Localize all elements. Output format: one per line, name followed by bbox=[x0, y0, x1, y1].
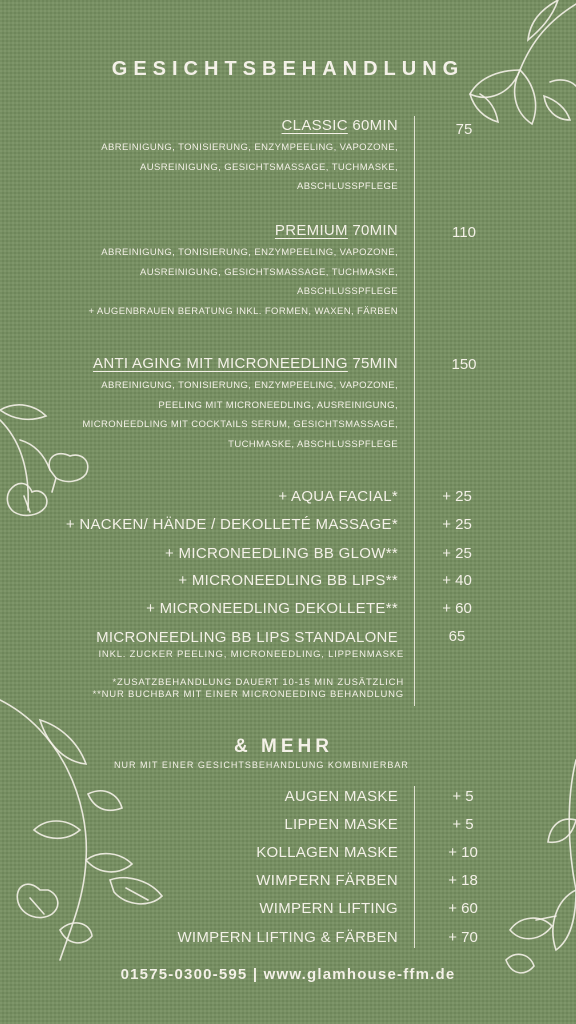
leaf-branch-bottom-left-icon bbox=[0, 690, 180, 960]
addon-label: WIMPERN LIFTING bbox=[259, 900, 398, 917]
addon-label: LIPPEN MASKE bbox=[284, 816, 398, 833]
addon-label: KOLLAGEN MASKE bbox=[256, 844, 398, 861]
extra-item-label: + NACKEN/ HÄNDE / DEKOLLETÉ MASSAGE* bbox=[65, 516, 398, 533]
footer-contact: 01575-0300-595 | www.glamhouse-ffm.de bbox=[120, 966, 456, 983]
description-line: + AUGENBRAUEN BERATUNG INKL. FORMEN, WAXEN, FÄRBEN bbox=[88, 305, 398, 317]
section-title-mehr: & MEHR bbox=[234, 736, 333, 757]
treatment-description bbox=[88, 243, 398, 321]
treatment-title bbox=[93, 355, 398, 372]
footnote: *ZUSATZBEHANDLUNG DAUERT 10-15 MIN ZUSÄTZLICH bbox=[112, 677, 404, 688]
description-line: ABREINIGUNG, TONISIERUNG, ENZYMPEELING, VAPOZONE, bbox=[101, 380, 398, 391]
treatment-name: CLASSIC bbox=[281, 117, 348, 134]
description-line: ABREINIGUNG, TONISIERUNG, ENZYMPEELING, VAPOZONE, bbox=[101, 247, 398, 258]
addon-label: WIMPERN FÄRBEN bbox=[256, 872, 398, 889]
section-subtitle-mehr: NUR MIT EINER GESICHTSBEHANDLUNG KOMBINIERBAR bbox=[114, 760, 409, 770]
treatment-title bbox=[275, 222, 398, 239]
treatment-title bbox=[282, 117, 398, 134]
standalone-subtitle: INKL. ZUCKER PEELING, MICRONEEDLING, LIPPENMASKE bbox=[98, 649, 404, 660]
extra-item-label: + MICRONEEDLING BB LIPS** bbox=[178, 572, 398, 589]
treatment-description bbox=[101, 138, 398, 197]
addon-price: + 10 bbox=[448, 844, 478, 861]
treatment-name: PREMIUM bbox=[274, 222, 348, 239]
extra-item-price: + 60 bbox=[442, 600, 472, 617]
treatment-duration: 75MIN bbox=[352, 355, 398, 372]
addon-price: + 60 bbox=[448, 900, 478, 917]
treatment-price: 75 bbox=[455, 121, 473, 138]
page-title: GESICHTSBEHANDLUNG bbox=[111, 58, 465, 80]
extra-item-price: + 40 bbox=[442, 572, 472, 589]
description-line: ABSCHLUSSPFLEGE bbox=[296, 181, 398, 192]
treatment-price: 150 bbox=[451, 356, 477, 373]
footnotes bbox=[93, 677, 404, 701]
description-line: AUSREINIGUNG, GESICHTSMASSAGE, TUCHMASKE, bbox=[140, 161, 398, 173]
extra-item-price: + 25 bbox=[442, 516, 472, 533]
addon-label: AUGEN MASKE bbox=[284, 788, 398, 805]
extra-item-price: + 25 bbox=[442, 545, 472, 562]
addon-price: + 5 bbox=[452, 788, 474, 805]
footnote: **NUR BUCHBAR MIT EINER MICRONEEDING BEHANDLUNG bbox=[92, 689, 404, 700]
standalone-price: 65 bbox=[448, 628, 466, 645]
addon-price: + 5 bbox=[452, 816, 474, 833]
addon-price: + 18 bbox=[448, 872, 478, 889]
treatment-price: 110 bbox=[452, 224, 476, 241]
treatment-description bbox=[82, 376, 398, 454]
description-line: MICRONEEDLING MIT COCKTAILS SERUM, GESICHTSMASSAGE, bbox=[82, 419, 398, 430]
description-line: TUCHMASKE, ABSCHLUSSPFLEGE bbox=[228, 438, 398, 450]
extra-item-label: + MICRONEEDLING DEKOLLETE** bbox=[146, 600, 398, 617]
treatment-duration: 70MIN bbox=[352, 222, 398, 239]
leaf-branch-bottom-right-icon bbox=[496, 740, 576, 1000]
price-divider-mehr bbox=[414, 786, 415, 948]
description-line: ABREINIGUNG, TONISIERUNG, ENZYMPEELING, VAPOZONE, bbox=[101, 142, 398, 153]
treatment-duration: 60MIN bbox=[352, 117, 398, 134]
description-line: PEELING MIT MICRONEEDLING, AUSREINIGUNG, bbox=[158, 399, 398, 411]
treatment-name: ANTI AGING MIT MICRONEEDLING bbox=[93, 355, 348, 372]
addon-price: + 70 bbox=[448, 929, 478, 946]
extra-item-label: + AQUA FACIAL* bbox=[278, 488, 398, 505]
addon-label: WIMPERN LIFTING & FÄRBEN bbox=[177, 929, 398, 946]
price-divider-main bbox=[414, 116, 415, 706]
standalone-label: MICRONEEDLING BB LIPS STANDALONE bbox=[96, 629, 398, 646]
extra-item-label: + MICRONEEDLING BB GLOW** bbox=[165, 545, 398, 562]
description-line: AUSREINIGUNG, GESICHTSMASSAGE, TUCHMASKE, bbox=[140, 266, 398, 278]
extra-item-price: + 25 bbox=[442, 488, 472, 505]
description-line: ABSCHLUSSPFLEGE bbox=[296, 286, 398, 297]
